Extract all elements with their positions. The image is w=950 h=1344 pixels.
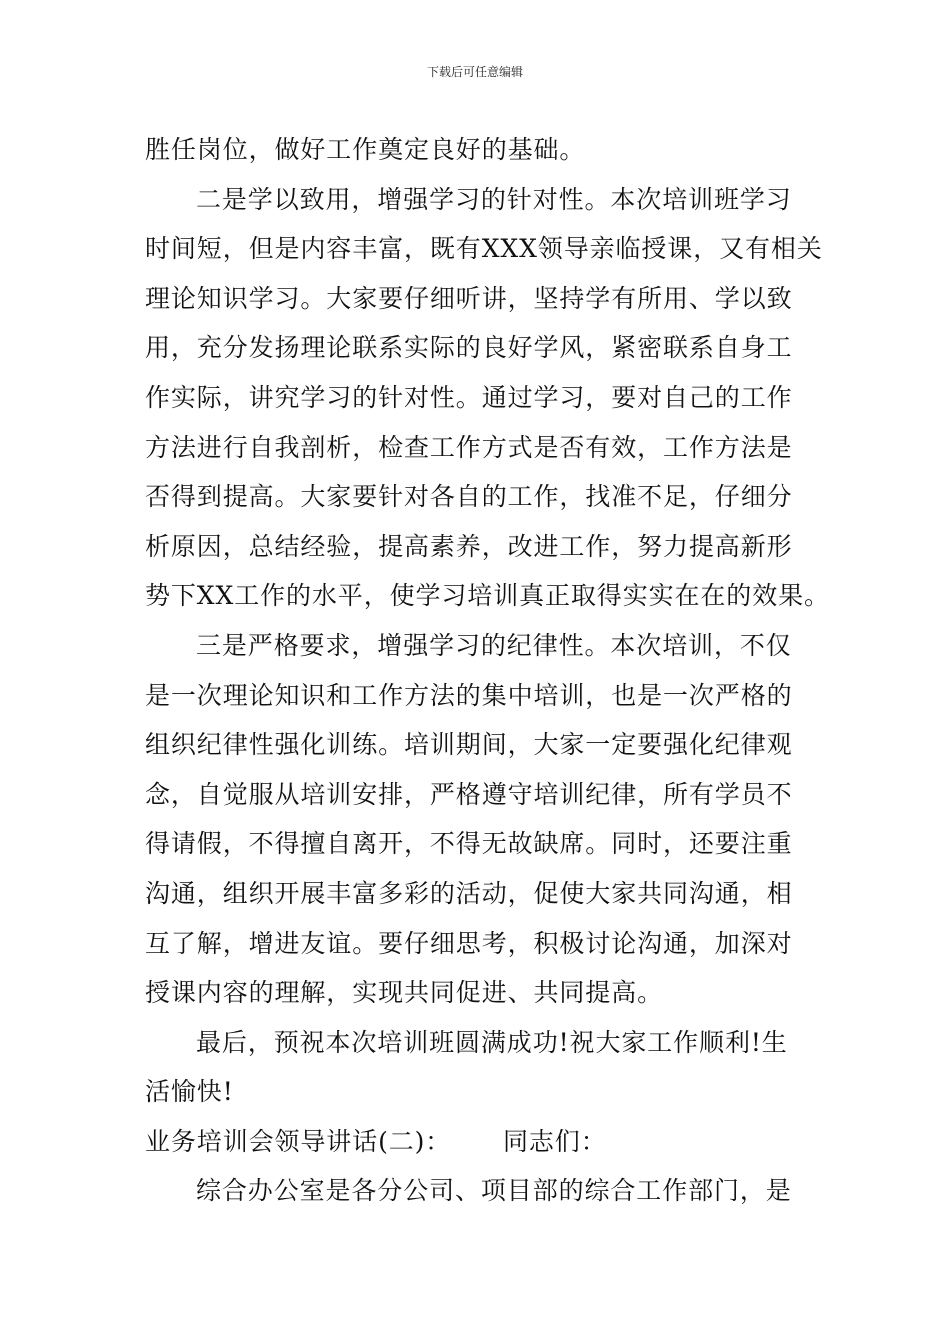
paragraph-start-line: 三是严格要求，增强学习的纪律性。本次培训，不仅: [196, 630, 792, 660]
text-line: 势下XX工作的水平，使学习培训真正取得实实在在的效果。: [145, 581, 830, 611]
greeting: 同志们：: [503, 1126, 607, 1156]
text-line: 念，自觉服从培训安排，严格遵守培训纪律，所有学员不: [145, 779, 793, 809]
section-heading-line: [145, 1117, 810, 1167]
text-line: 沟通，组织开展丰富多彩的活动，促使大家共同沟通，相: [145, 878, 793, 908]
text-line: 用，充分发扬理论联系实际的良好学风，紧密联系自身工: [145, 333, 793, 363]
text-line: 组织纪律性强化训练。培训期间，大家一定要强化纪律观: [145, 730, 793, 760]
section-title: 业务培训会领导讲话(二)：: [145, 1126, 452, 1156]
paragraph-start-line: 最后，预祝本次培训班圆满成功!祝大家工作顺利!生: [196, 1027, 788, 1057]
paragraph-start-line: 综合办公室是各分公司、项目部的综合工作部门，是: [196, 1176, 792, 1206]
text-line: 胜任岗位，做好工作奠定良好的基础。: [145, 135, 586, 164]
document-body: [145, 125, 830, 1216]
text-line: 得请假，不得擅自离开，不得无故缺席。同时，还要注重: [145, 829, 793, 859]
text-line: 方法进行自我剖析，检查工作方式是否有效，工作方法是: [145, 432, 793, 462]
text-line: 授课内容的理解，实现共同促进、共同提高。: [145, 978, 664, 1008]
text-line: 是一次理论知识和工作方法的集中培训，也是一次严格的: [145, 680, 793, 710]
text-line: 否得到提高。大家要针对各自的工作，找准不足，仔细分: [145, 482, 793, 512]
page-header-note: 下载后可任意编辑: [426, 65, 523, 79]
text-line: 活愉快!: [145, 1077, 234, 1107]
text-line: 时间短，但是内容丰富，既有XXX领导亲临授课，又有相关: [145, 234, 823, 264]
text-line: 互了解，增进友谊。要仔细思考，积极讨论沟通，加深对: [145, 928, 793, 958]
paragraph-start-line: 二是学以致用，增强学习的针对性。本次培训班学习: [196, 184, 792, 214]
text-line: 理论知识学习。大家要仔细听讲，坚持学有所用、学以致: [145, 283, 793, 313]
text-line: 作实际，讲究学习的针对性。通过学习，要对自己的工作: [145, 382, 793, 412]
text-line: 析原因，总结经验，提高素养，改进工作，努力提高新形: [145, 531, 793, 561]
